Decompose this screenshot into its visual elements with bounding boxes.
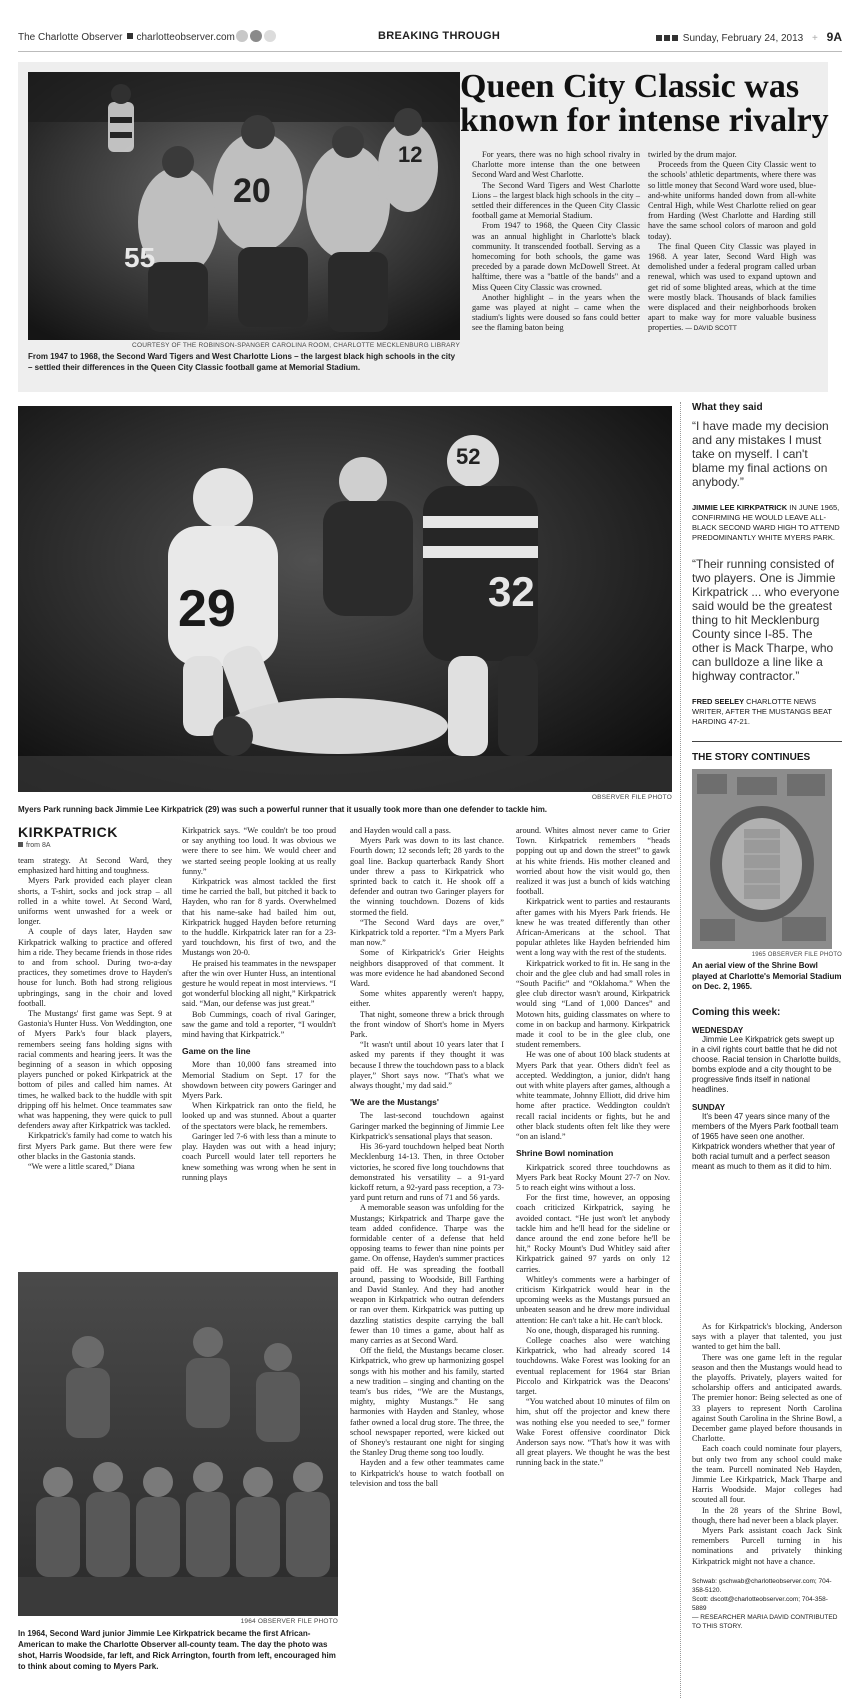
football-action-image [28,72,460,340]
paragraph: Some whites apparently weren't happy, either. [350,989,504,1009]
paragraph: The Mustangs' first game was Sept. 9 at Gastonia's Hunter Huss. Von Weddington, one of Myers Park's four black players, remembers seeing fans holding signs with racial comments and hearing jeers. It was the beginning of a season in which opposing players punched or poked Kirkpatrick at the bottom of piles and called him names. At times, he walked back to the huddle with spit dripping off his helmet. Once teammates saw what was happening, they were quick to pull defenders away after Kirkpatrick was tackled. [18,1009,172,1131]
paragraph: Kirkpatrick worked to fit in. He sang in the choir and the glee club and had small roles in “South Pacific” and “Oklahoma.” When the glee club director wasn't around, Kirkpatrick would sing “Land of 1,000 Dances” and Motown hits, guiding classmates on where to come in on backup and harmony. Kirkpatrick made it cool to be in the glee club, one student remembers. [516,958,670,1050]
paragraph: twirled by the drum major. [648,150,737,159]
masthead-line [18,32,235,43]
paragraph [648,242,816,335]
aerial-credit: 1965 OBSERVER FILE PHOTO [751,952,842,958]
rail-separator [692,741,842,742]
paragraph: Some of Kirkpatrick's Grier Heights neighbors disapproved of that comment. It was more evidence he had abandoned Second Ward. [350,948,504,989]
paragraph: There was one game left in the regular season and then the Mustangs would head to the playoffs. Privately, players waited for scholarship offers and anticipated awards. The premier honor: Being selected as one of 33 players to represent North Carolina against South Carolina in the Shrine Bowl, a December game played before thousands in Charlotte. [692,1352,842,1444]
issue-date: Sunday, February 24, 2013 [682,33,804,44]
jersey-number: 29 [178,580,236,638]
svg-text:12: 12 [398,142,423,167]
body-col-2 [182,826,336,1183]
what-they-said-heading: What they said [692,402,763,413]
sidebar-rail [692,402,842,1172]
site-url[interactable]: charlotteobserver.com [136,32,235,43]
subhead-game-on-the-line: Game on the line [182,1046,251,1057]
bottom-photo-credit: 1964 OBSERVER FILE PHOTO [240,1618,338,1625]
body-col-5 [692,1322,842,1631]
main-photo-credit: OBSERVER FILE PHOTO [591,794,672,801]
paragraph: Kirkpatrick went to parties and restaurants after games with his Myers Park friends. He knew he was treated differently than other African-Americans at the school. That popular athletes like Hayden befriended him went a long way with the rest of the students. [516,897,670,958]
wednesday-label: WEDNESDAY [692,1025,744,1035]
paper-name: The Charlotte Observer [18,32,123,43]
paragraph: Kirkpatrick was almost tackled the first time he carried the ball, but pitched it back to Hayden, who ran for 8 yards. Overwhelmed that his name-sake had bailed him out, Kirkpatrick hugged Hayden before returning to the huddle. Kirkpatrick later ran for a 23-yard touchdown, his first of two, and the Mustangs won 20-0. [182,877,336,958]
paragraph: “You watched about 10 minutes of film on him, shut off the projector and knew there was nothing else you needed to see,” former Wake Forest offensive coordinator Dick Anderson says now. “That's how it was with all great players. We thought he was the best running back in the state.” [516,1397,670,1468]
paragraph: Myers Park provided each player clean shorts, a T-shirt, socks and jock strap – all rolled in a white towel. At Second Ward, uniforms went unwashed for a week or longer. [18,876,172,927]
paragraph: and Hayden would call a pass. [350,826,451,835]
dot-icon [236,30,248,42]
paragraph: From 1947 to 1968, the Queen City Classic was an annual highlight in Charlotte's black community. It transcended football. Serving as a homecoming for both schools, the game was preceded by a parade down McDowell Street. At halftime, there was a "battle of the bands" and a Miss Queen City Classic was crowned. [472,221,640,292]
researcher-credit: — RESEARCHER MARIA DAVID CONTRIBUTED TO THIS STORY. [692,1613,838,1630]
paragraph: Kirkpatrick scored three touchdowns as Myers Park beat Rocky Mount 27-7 on Nov. 5 to reach eight wins without a loss. [516,1162,670,1192]
jump-from [18,842,51,849]
paragraph: He praised his teammates in the newspaper after the win over Hunter Huss, an intentional gesture he would repeat in most interviews. “I got wonderful blocking all night,” Kirkpatrick said. “Man, our defense was just great.” [182,958,336,1009]
team-1964-photo [18,1272,338,1616]
paragraph: Myers Park assistant coach Jack Sink remembers Purcell turning in his nominations and privately thinking Kirkpatrick might not have a chance. [692,1526,842,1566]
attribution-text: IN JUNE 1965, CONFIRMING HE WOULD LEAVE ALL-BLACK SECOND WARD HIGH TO ATTEND PREDOMINANTLY WHITE MYERS PARK. [692,503,840,542]
svg-text:55: 55 [124,242,156,273]
stadium-image [692,769,832,949]
subhead-we-are-the-mustangs: 'We are the Mustangs' [350,1097,439,1108]
paragraph: Each coach could nominate four players, but only two from any school could make the team. Purcell nominated Neb Hayden, Jimmie Lee Kirkpatrick, Mack Tharpe and Harris Woodside. Major colleges had scouted all four. [692,1444,842,1505]
body-col-3 [350,826,504,1489]
paragraph: For years, there was no high school rivalry in Charlotte more intense than the one between Second Ward and West Charlotte. [472,150,640,180]
paragraph: When Kirkpatrick ran onto the field, he looked up and was stunned. About a quarter of the spectators were black, he remembers. [182,1101,336,1131]
wednesday-text: Jimmie Lee Kirkpatrick gets swept up in a civil rights court battle that he did not choose. Racial tension in Charlotte builds, bombs explode and a city thought to be progressive finds itself in national headlines. [692,1034,841,1094]
subhead-shrine-bowl-nomination: Shrine Bowl nomination [516,1148,614,1159]
quote-kirkpatrick: “I have made my decision and any mistakes I must take on myself. I can't blame my final actions on anybody.” [692,419,829,489]
paragraph: Garinger led 7-6 with less than a minute to play. Hayden was out with a head injury; coach Purcell would later tell reporters he knew something was wrong when he sent in running plays [182,1131,336,1182]
aerial-stadium-photo [692,769,832,949]
bottom-photo-caption: In 1964, Second Ward junior Jimmie Lee Kirkpatrick became the first African-American to make the Charlotte Observer all-county team. The day the photo was shot, Harris Woodside, far left, and Rick Arrington, fourth from left, encouraged him to think about coming to Myers Park. [18,1629,336,1671]
quote-attribution [692,503,842,543]
sunday-label: SUNDAY [692,1102,726,1112]
dot-icon [264,30,276,42]
paragraph: “It wasn't until about 10 years later that I asked my parents if they thought it was because I threw the touchdown pass to a black player,” Short says now. “That's what we always thought,' my dad said.” [350,1040,504,1091]
rail-divider [680,402,681,1698]
contact-scott[interactable]: Scott: dscott@charlotteobserver.com; 704-358-5889 [692,1595,828,1612]
paragraph: “We were a little scared,” Diana [28,1162,135,1172]
aerial-caption: An aerial view of the Shrine Bowl played at Charlotte's Memorial Stadium on Dec. 2, 1965. [692,961,842,991]
paragraph: His 36-yard touchdown helped beat North Mecklenburg 14-13. Then, in three October victories, he scored five long touchdowns that demonstrated his versatility – a 91-yard kickoff return, a 92-yard pass reception, a 73-yard punt return and runs of 71 and 56 yards. [350,1142,504,1203]
paragraph: Another highlight – in the years when the game was played at night – came when the stadium's lights were doused so fans could better see the flaming baton being [472,292,640,333]
top-story-col-1 [472,150,640,334]
jump-from-text: from 8A [26,842,51,849]
paragraph: More than 10,000 fans streamed into Memorial Stadium on Sept. 17 for the showdown between city powers Garinger and Myers Park. [182,1060,336,1101]
story-headline: Queen City Classic was known for intense rivalry [460,68,829,139]
paragraph: A couple of days later, Hayden saw Kirkpatrick walking to practice and offered him a ride. They became friends in those rides to and from school. During two-a-day practices, they sometimes drove to Hayden's house for lunch. Both had strong religious upbringings, sang in the choir and loved football. [18,927,172,1008]
paragraph: around. Whites almost never came to Grier Town. Kirkpatrick remembers “heads popping out up and down the street” to gawk at his white friends. His mother cleaned and worried about how the visit would go, then realized it was just a bunch of kids watching football. [516,826,670,897]
paragraph: Off the field, the Mustangs became closer. Kirkpatrick, who grew up harmonizing gospel songs with his mother and his family, started a new tradition – singing and chanting on the team's bus rides, “We are the Mustangs, mighty, mighty Mustangs.” He sang harmonies with Hayden and Stanley, whose father owned a local drug store. The three, the school newspaper reported, were kicked out of Shoney's restaurant one night for singing the Stanley Drug theme song too loudly. [350,1346,504,1458]
paragraph: Myers Park was down to its last chance. Fourth down; 12 seconds left; 28 yards to the goal line. Backup quarterback Randy Short under threw a pass to Kirkpatrick who sprinted back to catch it. He shook off a defender and outran two Garinger players for the winning touchdown. Dozens of kids stormed the field. [350,836,504,917]
bars-icon [656,33,680,44]
body-col-4 [516,826,670,1469]
paragraph: In the 28 years of the Shrine Bowl, though, there had never been a black player. [692,1505,842,1525]
paragraph: That night, someone threw a brick through the front window of Short's home in Myers Park. [350,1009,504,1040]
paragraph: For the first time, however, an opposing coach criticized Kirkpatrick, saying he avoided contact. “He just won't let anybody tackle him and he'll head for the sideline or dance around the end zone before he'll be hit,” Rocky Mount's Dud Whitley said after Kirkpatrick gained 97 yards on only 12 carries. [516,1193,670,1274]
paragraph: team strategy. At Second Ward, they emphasized hard hitting and toughness. [18,856,172,876]
paragraph: A memorable season was unfolding for the Mustangs; Kirkpatrick and Tharpe gave the team added confidence. Tharpe was the formidable center of a defense that held opposing teams to fewer than nine points per game. On offense, Hayden's summer practices paid off. He was spreading the football around, passing to Woodside, Bill Farthing and David Stanley. And they had another weapon in Kirkpatrick who outran defenders or ran over them. Kirkpatrick was putting up dazzling statistics despite carrying the ball fewer than 10 times a game, about half as many carries as at Second Ward. [350,1203,504,1345]
paragraph: Bob Cummings, coach of rival Garinger, saw the game and told a reporter, “I wouldn't mind having that Kirkpatrick.” [182,1009,336,1040]
page-number: 9A [826,30,842,44]
paragraph: The last-second touchdown against Garinger marked the beginning of Jimmie Lee Kirkpatrick's sensational plays that season. [350,1111,504,1141]
jump-kicker: KIRKPATRICK [18,824,118,840]
attribution-text: CHARLOTTE NEWS WRITER, AFTER THE MUSTANGS BEAT HARDING 47-21. [692,697,832,726]
coming-this-week-heading: Coming this week: [692,1006,781,1018]
paragraph-text: The final Queen City Classic was played in 1968. A year later, Second Ward High was demolished under a federal program called urban renewal, which was used to expand uptown and get rid of some blighted areas, which at the time were mostly black. Thousands of black families were displaced and their neighborhoods broken apart to make way for more valuable business properties. [648,241,816,333]
paragraph: Hayden and a few other teammates came to Kirkpatrick's house to watch football on television and toss the ball [350,1458,504,1488]
paragraph: Whitley's comments were a harbinger of criticism Kirkpatrick would hear in the upcoming weeks as the Mustangs pursued an unbeaten season and he drew more individual attention: He can't take a hit. He can't block. [516,1274,670,1325]
paragraph: “The Second Ward days are over,” Kirkpatrick told a reporter. “I'm a Myers Park man now.” [350,917,504,948]
paragraph: He was one of about 100 black students at Myers Park that year. Others didn't feel as accepted. Weddington, a junior, didn't hang out with white players after games, although a white teammate, Johnny Elliott, did drive him home after practice. Weddington couldn't recall racial incidents or fights, but he and other black students often felt like they were “on an island.” [516,1050,670,1142]
photo-credit: COURTESY OF THE ROBINSON-SPANGER CAROLINA ROOM, CHARLOTTE MECKLENBURG LIBRARY [132,342,460,349]
square-icon [18,842,23,847]
paragraph: Kirkpatrick's family had come to watch his first Myers Park game. But there were few other blacks in the Gastonia stands. [18,1131,172,1161]
jersey-number: 52 [456,444,481,469]
contact-schwab[interactable]: Schwab: gschwab@charlotteobserver.com; 704-358-5120. [692,1577,832,1594]
paragraph: Proceeds from the Queen City Classic went to the schools' athletic departments, where there was so little money that Second Ward wore used, blue-and-white uniforms handed down from all-white Central High, while West Charlotte relied on gear from Harding (West Charlotte and Harding still have the same school colors of maroon and gold today). [648,160,816,241]
paragraph: As for Kirkpatrick's blocking, Anderson says with a player that talented, you just wanted to get him the ball. [692,1322,842,1352]
paragraph: College coaches also were watching Kirkpatrick, who had already scored 14 touchdowns. Wake Forest was looking for an eventual replacement for 1964 star Brian Piccolo and Kirkpatrick was the Deacons' target. [516,1335,670,1396]
main-photo-caption: Myers Park running back Jimmie Lee Kirkpatrick (29) was such a powerful runner that it usually took more than one defender to tackle him. [18,805,548,814]
jersey-number: 32 [488,568,535,615]
story-continues-heading: THE STORY CONTINUES [692,752,811,763]
queen-city-classic-photo [28,72,460,340]
kirkpatrick-running-photo [18,406,672,792]
paragraph: Kirkpatrick says. “We couldn't be too proud or say anything too loud. It was obvious we were there to see him. We would cheer and we started seeing people looking at us really funny.” [182,826,336,876]
plus-icon: + [812,33,818,44]
top-story-col-2 [648,150,816,335]
attribution-name: JIMMIE LEE KIRKPATRICK [692,503,788,512]
header-right [656,30,842,44]
byline: — DAVID SCOTT [685,325,737,333]
quote-attribution [692,697,842,727]
quote-seeley: “Their running consisted of two players. One is Jimmie Kirkpatrick ... who everyone said would be the greatest thing to hit Mecklenburg County since I-85. The other is Mack Tharpe, who can bulldoze a line like a highway contractor.” [692,557,840,683]
header-dots [236,30,278,45]
sunday-text: It's been 47 years since many of the members of the Myers Park football team of 1965 have seen one another. Kirkpatrick wonders whether that year of both racial tumult and a perfect season meant as much to them as it did to him. [692,1111,839,1171]
section-title: BREAKING THROUGH [378,30,501,42]
square-icon [127,33,133,39]
paragraph: The Second Ward Tigers and West Charlotte Lions – the largest black high schools in the city – settled their differences in the Queen City Classic football game at Memorial Stadium. [472,180,640,221]
svg-text:20: 20 [233,172,271,210]
photo-caption: From 1947 to 1968, the Second Ward Tigers and West Charlotte Lions – the largest black high schools in the city – settled their differences in the Queen City Classic football game at Memorial Stadium. [28,352,456,372]
body-col-1 [18,856,172,1172]
team-image [18,1272,338,1616]
page-header [18,30,842,52]
attribution-name: FRED SEELEY [692,697,745,706]
dot-icon [250,30,262,42]
paragraph: No one, though, disparaged his running. [526,1325,660,1335]
running-back-image [18,406,672,792]
